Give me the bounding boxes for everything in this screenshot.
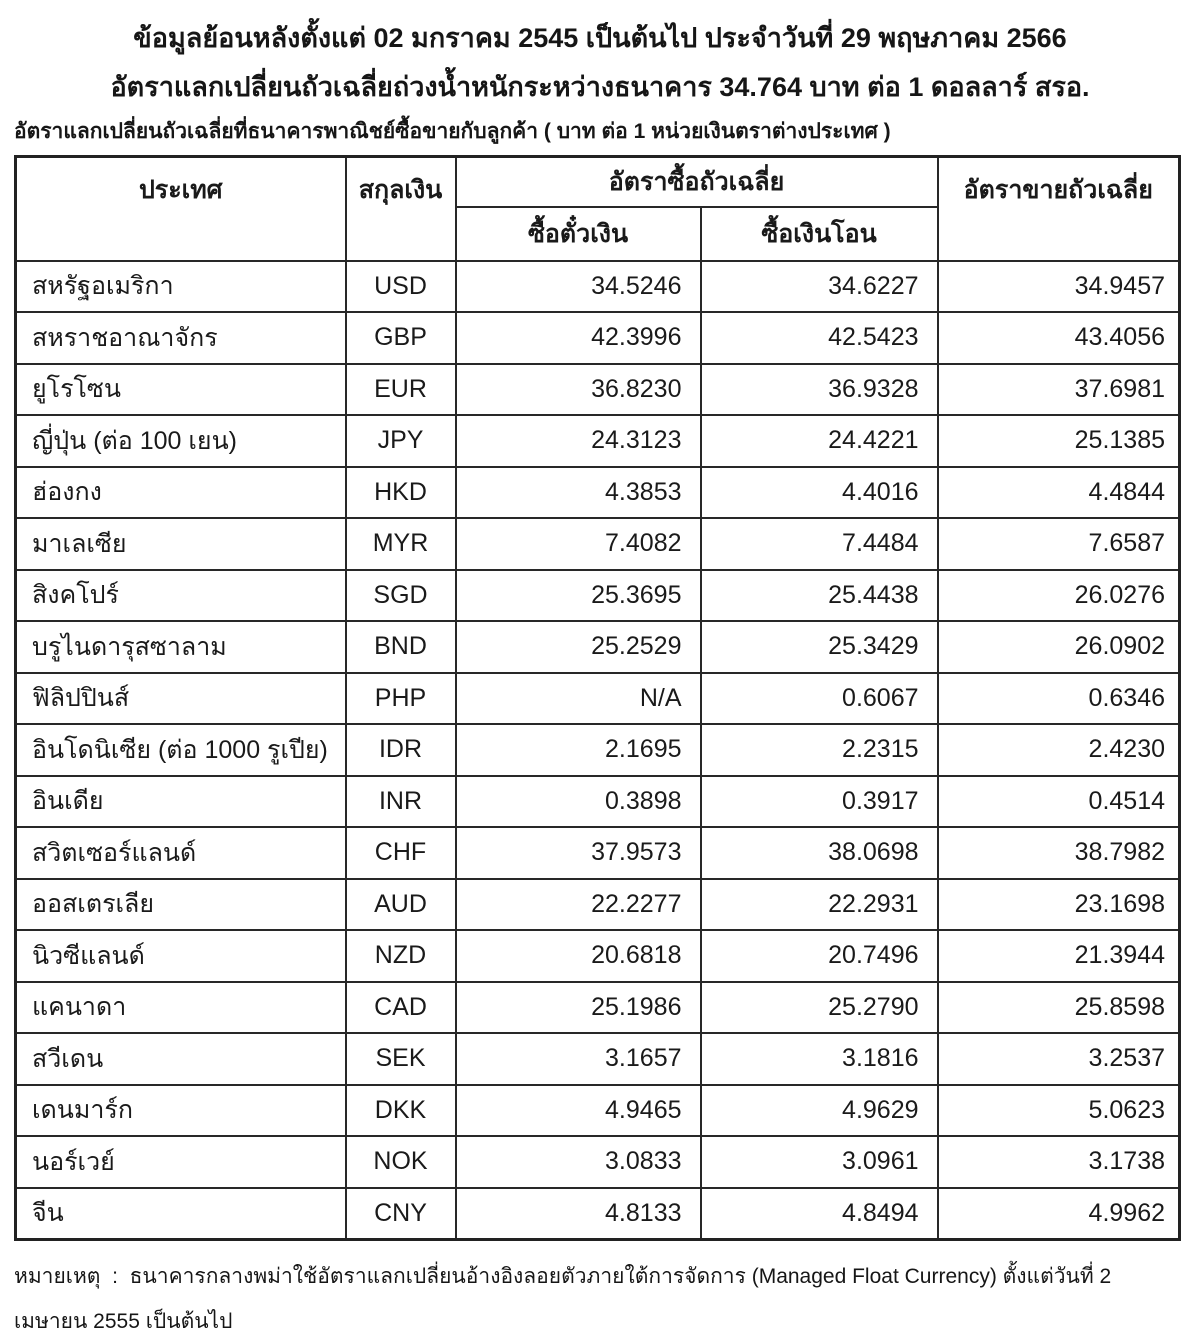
sell-rate-cell: 0.4514 — [938, 776, 1180, 828]
sell-rate-cell: 26.0902 — [938, 621, 1180, 673]
table-caption: อัตราแลกเปลี่ยนถัวเฉลี่ยที่ธนาคารพาณิชย์ซื้อขายกับลูกค้า ( บาท ต่อ 1 หน่วยเงินตราต่างประเทศ ) — [14, 120, 891, 143]
country-cell: อินโดนิเซีย (ต่อ 1000 รูเปีย) — [16, 724, 346, 776]
sell-rate-cell: 2.4230 — [938, 724, 1180, 776]
buy-bill-rate-cell: 0.3898 — [456, 776, 701, 828]
country-cell: นิวซีแลนด์ — [16, 930, 346, 982]
header-row-main — [16, 157, 1180, 207]
buy-bill-rate-cell: 7.4082 — [456, 518, 701, 570]
currency-code-cell: PHP — [346, 673, 456, 725]
col-header-buy-bill: ซื้อตั๋วเงิน — [456, 207, 701, 261]
col-header-currency: สกุลเงิน — [346, 157, 456, 261]
sell-rate-cell: 25.8598 — [938, 982, 1180, 1034]
buy-transfer-rate-cell: 2.2315 — [701, 724, 938, 776]
buy-transfer-rate-cell: 7.4484 — [701, 518, 938, 570]
title-history-date: ข้อมูลย้อนหลังตั้งแต่ 02 มกราคม 2545 เป็นต้นไป ประจำวันที่ 29 พฤษภาคม 2566 — [133, 23, 1067, 53]
sell-rate-cell: 37.6981 — [938, 364, 1180, 416]
col-header-buy-transfer: ซื้อเงินโอน — [701, 207, 938, 261]
sell-rate-cell: 26.0276 — [938, 570, 1180, 622]
table-header — [16, 157, 1180, 261]
buy-bill-rate-cell: N/A — [456, 673, 701, 725]
currency-code-cell: MYR — [346, 518, 456, 570]
page-title-block — [0, 0, 1200, 112]
currency-code-cell: NZD — [346, 930, 456, 982]
buy-transfer-rate-cell: 0.3917 — [701, 776, 938, 828]
country-cell: อินเดีย — [16, 776, 346, 828]
table-row — [16, 364, 1180, 416]
table-body — [16, 261, 1180, 1240]
sell-rate-cell: 3.1738 — [938, 1136, 1180, 1188]
country-cell: สวิตเซอร์แลนด์ — [16, 827, 346, 879]
currency-code-cell: JPY — [346, 415, 456, 467]
table-row — [16, 415, 1180, 467]
country-cell: จีน — [16, 1188, 346, 1240]
buy-transfer-rate-cell: 34.6227 — [701, 261, 938, 313]
buy-transfer-rate-cell: 3.0961 — [701, 1136, 938, 1188]
table-row — [16, 930, 1180, 982]
buy-transfer-rate-cell: 3.1816 — [701, 1033, 938, 1085]
currency-code-cell: USD — [346, 261, 456, 313]
table-row — [16, 1085, 1180, 1137]
table-row — [16, 1188, 1180, 1240]
buy-bill-rate-cell: 2.1695 — [456, 724, 701, 776]
buy-bill-rate-cell: 20.6818 — [456, 930, 701, 982]
buy-transfer-rate-cell: 24.4221 — [701, 415, 938, 467]
table-row — [16, 621, 1180, 673]
buy-bill-rate-cell: 4.9465 — [456, 1085, 701, 1137]
currency-code-cell: CHF — [346, 827, 456, 879]
table-row — [16, 467, 1180, 519]
currency-code-cell: NOK — [346, 1136, 456, 1188]
table-row — [16, 982, 1180, 1034]
col-header-avg-sell: อัตราขายถัวเฉลี่ย — [938, 157, 1180, 261]
country-cell: สหราชอาณาจักร — [16, 312, 346, 364]
buy-bill-rate-cell: 22.2277 — [456, 879, 701, 931]
buy-bill-rate-cell: 25.3695 — [456, 570, 701, 622]
sell-rate-cell: 7.6587 — [938, 518, 1180, 570]
table-row — [16, 827, 1180, 879]
country-cell: ออสเตรเลีย — [16, 879, 346, 931]
table-row — [16, 879, 1180, 931]
sell-rate-cell: 4.9962 — [938, 1188, 1180, 1240]
footnote: หมายเหตุ : ธนาคารกลางพม่าใช้อัตราแลกเปลี่ยนอ้างอิงลอยตัวภายใต้การจัดการ (Managed Float Currency) ตั้งแต่วันที่ 2 เมษายน 2555 เป็นต้นไป — [14, 1264, 1118, 1333]
currency-code-cell: CAD — [346, 982, 456, 1034]
country-cell: แคนาดา — [16, 982, 346, 1034]
sell-rate-cell: 5.0623 — [938, 1085, 1180, 1137]
currency-code-cell: SEK — [346, 1033, 456, 1085]
buy-transfer-rate-cell: 22.2931 — [701, 879, 938, 931]
country-cell: นอร์เวย์ — [16, 1136, 346, 1188]
country-cell: สหรัฐอเมริกา — [16, 261, 346, 313]
buy-transfer-rate-cell: 38.0698 — [701, 827, 938, 879]
sell-rate-cell: 25.1385 — [938, 415, 1180, 467]
sell-rate-cell: 34.9457 — [938, 261, 1180, 313]
currency-code-cell: DKK — [346, 1085, 456, 1137]
currency-code-cell: EUR — [346, 364, 456, 416]
sell-rate-cell: 23.1698 — [938, 879, 1180, 931]
buy-bill-rate-cell: 24.3123 — [456, 415, 701, 467]
sell-rate-cell: 21.3944 — [938, 930, 1180, 982]
buy-bill-rate-cell: 36.8230 — [456, 364, 701, 416]
buy-transfer-rate-cell: 25.4438 — [701, 570, 938, 622]
buy-transfer-rate-cell: 42.5423 — [701, 312, 938, 364]
buy-bill-rate-cell: 37.9573 — [456, 827, 701, 879]
title-interbank-rate: อัตราแลกเปลี่ยนถัวเฉลี่ยถ่วงน้ำหนักระหว่างธนาคาร 34.764 บาท ต่อ 1 ดอลลาร์ สรอ. — [110, 72, 1090, 102]
table-row — [16, 570, 1180, 622]
table-row — [16, 724, 1180, 776]
country-cell: ฟิลิปปินส์ — [16, 673, 346, 725]
country-cell: ยูโรโซน — [16, 364, 346, 416]
buy-bill-rate-cell: 4.8133 — [456, 1188, 701, 1240]
buy-transfer-rate-cell: 4.8494 — [701, 1188, 938, 1240]
currency-code-cell: SGD — [346, 570, 456, 622]
buy-bill-rate-cell: 25.2529 — [456, 621, 701, 673]
exchange-rate-table — [14, 155, 1181, 1241]
col-header-avg-buy: อัตราซื้อถัวเฉลี่ย — [456, 157, 938, 207]
country-cell: เดนมาร์ก — [16, 1085, 346, 1137]
buy-transfer-rate-cell: 25.3429 — [701, 621, 938, 673]
table-row — [16, 776, 1180, 828]
country-cell: สวีเดน — [16, 1033, 346, 1085]
buy-transfer-rate-cell: 4.9629 — [701, 1085, 938, 1137]
sell-rate-cell: 0.6346 — [938, 673, 1180, 725]
buy-bill-rate-cell: 42.3996 — [456, 312, 701, 364]
sell-rate-cell: 38.7982 — [938, 827, 1180, 879]
buy-transfer-rate-cell: 25.2790 — [701, 982, 938, 1034]
col-header-country: ประเทศ — [16, 157, 346, 261]
currency-code-cell: IDR — [346, 724, 456, 776]
country-cell: บรูไนดารุสซาลาม — [16, 621, 346, 673]
currency-code-cell: INR — [346, 776, 456, 828]
table-row — [16, 1033, 1180, 1085]
buy-transfer-rate-cell: 4.4016 — [701, 467, 938, 519]
buy-bill-rate-cell: 34.5246 — [456, 261, 701, 313]
buy-bill-rate-cell: 25.1986 — [456, 982, 701, 1034]
table-row — [16, 1136, 1180, 1188]
country-cell: สิงคโปร์ — [16, 570, 346, 622]
currency-code-cell: AUD — [346, 879, 456, 931]
sell-rate-cell: 4.4844 — [938, 467, 1180, 519]
country-cell: มาเลเซีย — [16, 518, 346, 570]
sell-rate-cell: 3.2537 — [938, 1033, 1180, 1085]
buy-transfer-rate-cell: 20.7496 — [701, 930, 938, 982]
currency-code-cell: BND — [346, 621, 456, 673]
currency-code-cell: HKD — [346, 467, 456, 519]
table-row — [16, 518, 1180, 570]
buy-transfer-rate-cell: 36.9328 — [701, 364, 938, 416]
country-cell: ญี่ปุ่น (ต่อ 100 เยน) — [16, 415, 346, 467]
table-row — [16, 312, 1180, 364]
country-cell: ฮ่องกง — [16, 467, 346, 519]
currency-code-cell: GBP — [346, 312, 456, 364]
table-row — [16, 261, 1180, 313]
buy-bill-rate-cell: 4.3853 — [456, 467, 701, 519]
buy-bill-rate-cell: 3.0833 — [456, 1136, 701, 1188]
table-row — [16, 673, 1180, 725]
buy-bill-rate-cell: 3.1657 — [456, 1033, 701, 1085]
currency-code-cell: CNY — [346, 1188, 456, 1240]
sell-rate-cell: 43.4056 — [938, 312, 1180, 364]
buy-transfer-rate-cell: 0.6067 — [701, 673, 938, 725]
